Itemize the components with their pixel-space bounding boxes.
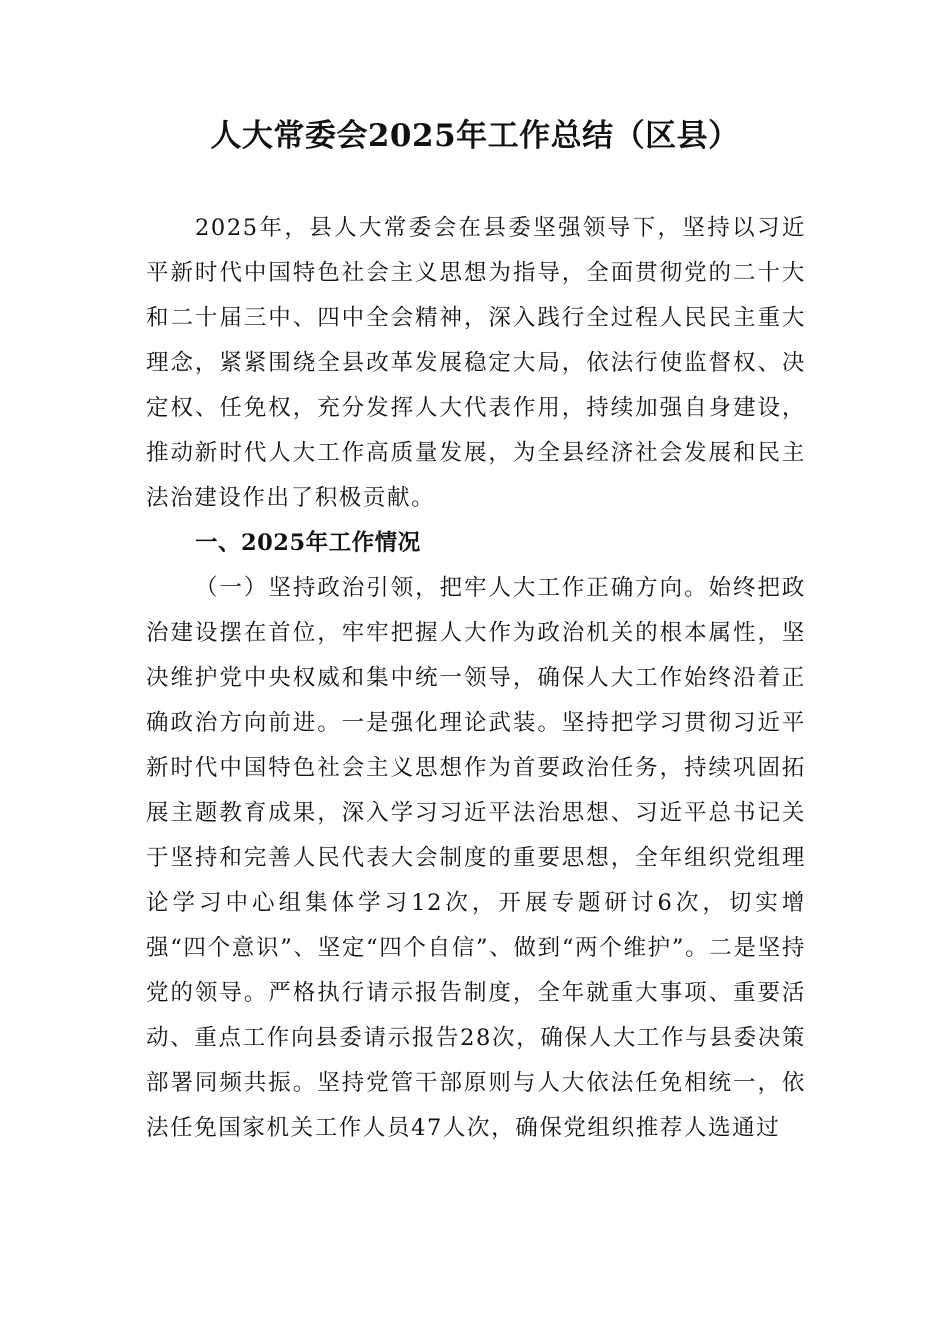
section-heading: 一、2025年工作情况: [195, 530, 421, 556]
section-paragraph: （一）坚持政治引领，把牢人大工作正确方向。始终把政治建设摆在首位，牢牢把握人大作为政治机关的根本属性，坚决维护党中央权威和集中统一领导，确保人大工作始终沿着正确政治方向前进。一是强化理论武装。坚持把学习贯彻习近平新时代中国特色社会主义思想作为首要政治任务，持续巩固拓展主题教育成果，深入学习习近平法治思想、习近平总书记关于坚持和完善人民代表大会制度的重要思想，全年组织党组理论学习中心组集体学习12次，开展专题研讨6次，切实增强“四个意识”、坚定“四个自信”、做到“两个维护”。二是坚持党的领导。严格执行请示报告制度，全年就重大事项、重要活动、重点工作向县委请示报告28次，确保人大工作与县委决策部署同频共振。坚持党管干部原则与人大依法任免相统一，依法任免国家机关工作人员47人次，确保党组织推荐人选通过: [146, 575, 806, 1141]
document-body: [146, 206, 806, 1151]
intro-paragraph: 2025年，县人大常委会在县委坚强领导下，坚持以习近平新时代中国特色社会主义思想为指导，全面贯彻党的二十大和二十届三中、四中全会精神，深入践行全过程人民民主重大理念，紧紧围绕全县改革发展稳定大局，依法行使监督权、决定权、任免权，充分发挥人大代表作用，持续加强自身建设，推动新时代人大工作高质量发展，为全县经济社会发展和民主法治建设作出了积极贡献。: [146, 215, 806, 511]
document-title: 人大常委会2025年工作总结（区县）: [210, 118, 740, 154]
